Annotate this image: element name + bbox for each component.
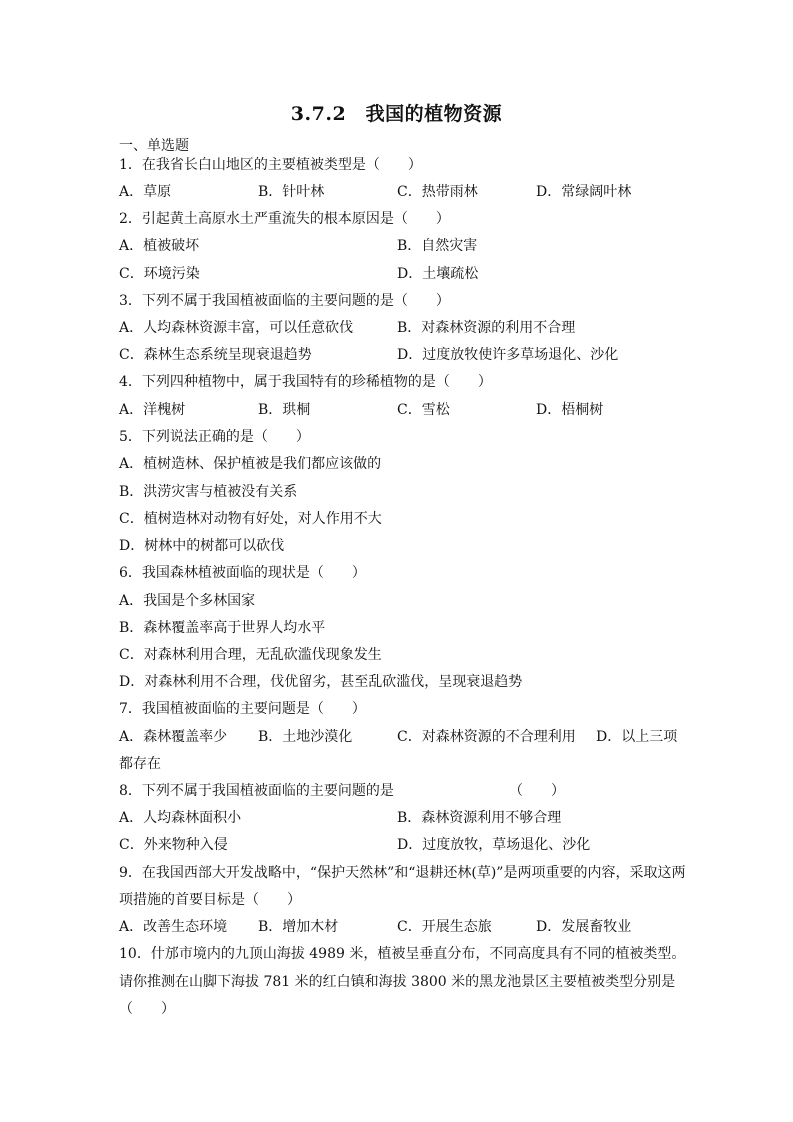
question-3-option-a: A．人均森林资源丰富，可以任意砍伐 (119, 320, 354, 336)
question-2-option-d: D．土壤疏松 (397, 266, 479, 282)
question-8-answer-parens: （ ） (509, 783, 565, 799)
question-6-option-b: B．森林覆盖率高于世界人均水平 (119, 620, 326, 636)
question-4-option-b: B．珙桐 (258, 402, 311, 418)
question-1-option-d: D．常绿阔叶林 (536, 184, 632, 200)
question-9-option-c: C．开展生态旅 (397, 919, 492, 935)
question-6-stem: 6．我国森林植被面临的现状是（ ） (119, 565, 366, 581)
question-6-option-a: A．我国是个多林国家 (119, 593, 256, 609)
question-4-option-d: D．梧桐树 (536, 402, 604, 418)
question-9-stem-line-1: 9．在我国西部大开发战略中，“保护天然林”和“退耕还林(草)”是两项重要的内容，采取这两 (119, 865, 686, 881)
question-2-stem: 2．引起黄土高原水土严重流失的根本原因是（ ） (119, 211, 450, 227)
question-7-stem: 7．我国植被面临的主要问题是（ ） (119, 701, 366, 717)
question-6-option-c: C．对森林利用合理，无乱砍滥伐现象发生 (119, 647, 382, 663)
question-10-stem-line-3: （ ） (119, 1001, 175, 1017)
question-7-option-d-continued: 都存在 (119, 756, 161, 772)
question-8-option-b: B．森林资源利用不够合理 (397, 810, 562, 826)
question-9-option-b: B．增加木材 (258, 919, 339, 935)
question-1-option-a: A．草原 (119, 184, 172, 200)
question-4-option-c: C．雪松 (397, 402, 450, 418)
question-3-option-c: C．森林生态系统呈现衰退趋势 (119, 347, 312, 363)
question-7-option-a: A．森林覆盖率少 (119, 729, 228, 745)
question-9-option-a: A．改善生态环境 (119, 919, 228, 935)
question-2-option-a: A．植被破坏 (119, 238, 200, 254)
question-10-stem-line-2: 请你推测在山脚下海拔 781 米的红白镇和海拔 3800 米的黑龙池景区主要植被类型分别是 (119, 974, 676, 990)
question-8-option-a: A．人均森林面积小 (119, 810, 242, 826)
question-2-option-b: B．自然灾害 (397, 238, 478, 254)
question-8-option-d: D．过度放牧，草场退化、沙化 (397, 837, 591, 853)
question-3-stem: 3．下列不属于我国植被面临的主要问题的是（ ） (119, 293, 450, 309)
question-4-option-a: A．洋槐树 (119, 402, 186, 418)
question-5-option-c: C．植树造林对动物有好处，对人作用不大 (119, 511, 382, 527)
question-7-option-c: C．对森林资源的不合理利用 (397, 729, 576, 745)
question-10-stem-line-1: 10．什邡市境内的九顶山海拔 4989 米，植被呈垂直分布，不同高度具有不同的植被类型。 (119, 946, 686, 962)
question-8-option-c: C．外来物种入侵 (119, 837, 228, 853)
question-3-option-d: D．过度放牧使许多草场退化、沙化 (397, 347, 619, 363)
question-1-stem: 1．在我省长白山地区的主要植被类型是（ ） (119, 157, 422, 173)
question-5-stem: 5．下列说法正确的是（ ） (119, 429, 310, 445)
question-5-option-d: D．树林中的树都可以砍伐 (119, 538, 285, 554)
question-9-option-d: D．发展畜牧业 (536, 919, 632, 935)
question-9-stem-line-2: 项措施的首要目标是（ ） (119, 892, 301, 908)
question-4-stem: 4．下列四种植物中，属于我国特有的珍稀植物的是（ ） (119, 374, 492, 390)
question-5-option-a: A．植树造林、保护植被是我们都应该做的 (119, 456, 382, 472)
question-5-option-b: B．洪涝灾害与植被没有关系 (119, 484, 298, 500)
question-1-option-c: C．热带雨林 (397, 184, 478, 200)
question-6-option-d: D．对森林利用不合理，伐优留劣，甚至乱砍滥伐，呈现衰退趋势 (119, 674, 523, 690)
page-title: 3.7.2 我国的植物资源 (290, 103, 503, 125)
question-2-option-c: C．环境污染 (119, 266, 200, 282)
section-heading: 一、单选题 (119, 138, 189, 154)
question-3-option-b: B．对森林资源的利用不合理 (397, 320, 576, 336)
question-7-option-b: B．土地沙漠化 (258, 729, 353, 745)
question-7-option-d: D．以上三项 (596, 729, 678, 745)
question-8-stem: 8．下列不属于我国植被面临的主要问题的是 (119, 783, 394, 799)
question-1-option-b: B．针叶林 (258, 184, 325, 200)
